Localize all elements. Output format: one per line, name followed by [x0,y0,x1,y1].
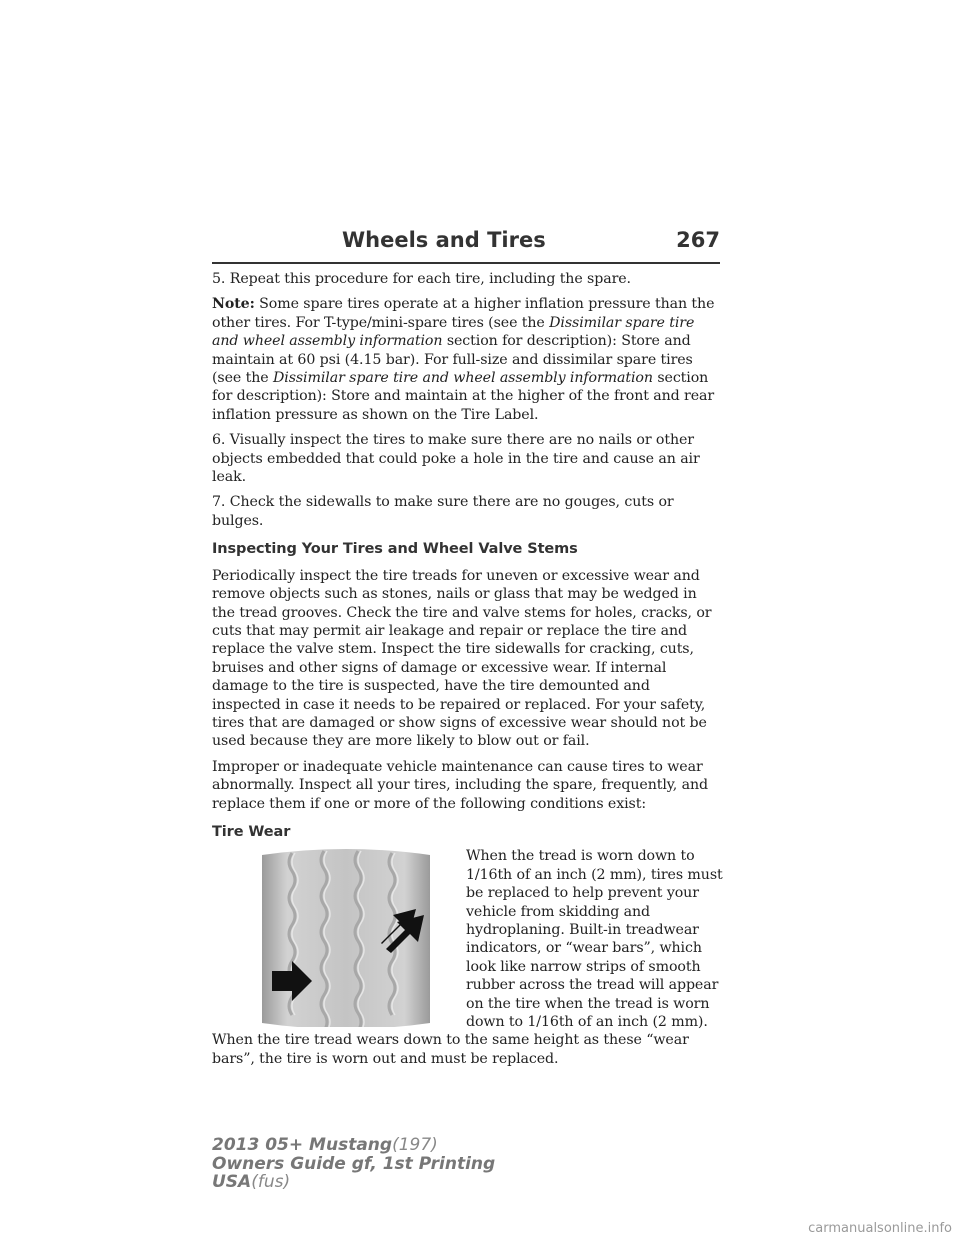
final-paragraph: When the tire tread wears down to the same height as these “wear bars”, the tire is worn out and must be replaced. [212,1032,689,1067]
footer-market: USA [212,1172,252,1192]
page-content [212,270,722,1075]
step-5-text: 5. Repeat this procedure for each tire, including the spare. [212,271,631,287]
note-reference-1: Dissimilar spare tire and wheel assembly information [212,314,695,350]
heading-tire-wear: Tire Wear [212,823,291,840]
inspect-paragraph-2: Improper or inadequate vehicle maintenance can cause tires to wear abnormally. Inspect all your tires, including the spare, frequently, and replace them if one or more of the following conditions exist: [212,758,708,812]
footer-market-code: (fus) [251,1172,291,1192]
page-header [212,226,720,264]
inspect-paragraph-1: Periodically inspect the tire treads for uneven or excessive wear and remove objects such as stones, nails or glass that may be wedged in the tread grooves. Check the tire and valve stems for holes, cracks, or cuts that may permit air leakage and repair or replace the tire and replace the valve stem. Inspect the tire sidewalls for cracking, cuts, bruises and other signs of damage or excessive wear. If internal damage to the tire is suspected, have the tire demounted and inspected in case it needs to be repaired or replaced. For your safety, tires that are damaged or show signs of excessive wear should not be used because they are more likely to blow out or fail. [212,567,712,750]
tire-tread-wear-bar-icon [258,849,434,1027]
heading-inspecting-tires: Inspecting Your Tires and Wheel Valve Stems [212,541,578,558]
section-title: Wheels and Tires [342,228,546,252]
note-label: Note: [212,296,255,313]
footer-line-3 [212,1173,495,1192]
note-text-2: section for description): Store and maintain at 60 psi (4.15 bar). For full-size and dissimilar spare tires (see the [212,333,693,387]
footer-line-2 [212,1155,495,1174]
note-reference-2: Dissimilar spare tire and wheel assembly information [272,370,653,387]
note-paragraph [212,295,722,424]
page-number: 267 [676,228,720,252]
page-footer [212,1136,495,1192]
footer-guide: Owners Guide gf, 1st Printing [212,1153,496,1174]
watermark: carmanualsonline.info [808,1221,952,1236]
step-7-text: 7. Check the sidewalls to make sure there are no gouges, cuts or bulges. [212,494,674,529]
footer-model: 2013 05+ Mustang [212,1135,393,1155]
tire-wear-section [212,849,722,1031]
tire-wear-text: When the tread is worn down to 1/16th of an inch (2 mm), tires must be replaced to help prevent your vehicle from skidding and hydroplaning. Built-in treadwear indicators, or “wear bars”, which look like narrow strips of smooth rubber across the tread will appear on the tire when the tread is worn down to 1/16th of an inch (2 mm). [466,848,723,1031]
note-text-3: section for description): Store and maintain at the higher of the front and rear inflation pressure as shown on the Tire Label. [212,370,715,423]
footer-line-1 [212,1136,495,1155]
note-text-1: Some spare tires operate at a higher inflation pressure than the other tires. For T-type/mini-spare tires (see the [212,296,715,331]
footer-code: (197) [392,1135,438,1155]
step-6-text: 6. Visually inspect the tires to make sure there are no nails or other objects embedded that could poke a hole in the tire and cause an air leak. [212,432,700,486]
